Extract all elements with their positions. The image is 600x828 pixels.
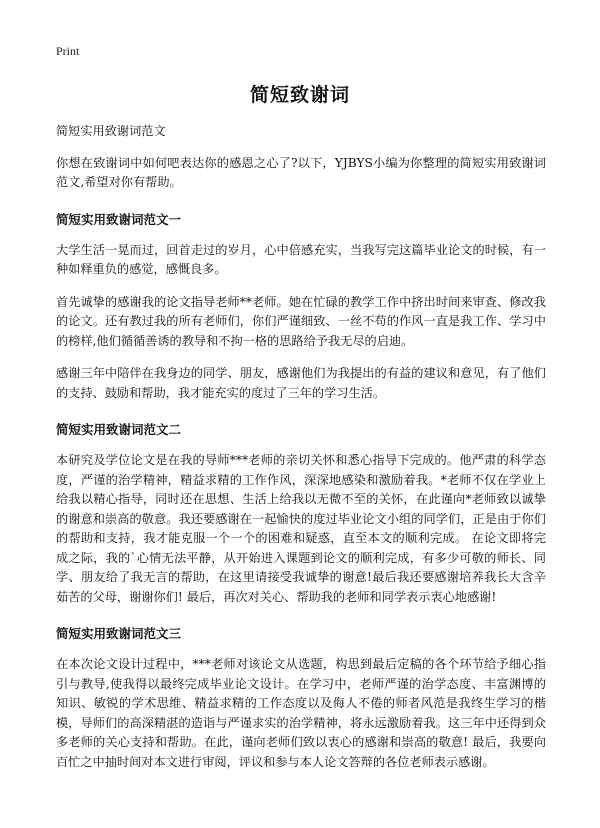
section-3-paragraph-1: 在本次论文设计过程中，***老师对该论文从选题，构思到最后定稿的各个环节给予细心指引与教导,使我得以最终完成毕业论文设计。在学习中，老师严谨的治学态度、丰富渊博的知识、敏锐的学术思维、精益求精的工作态度以及侮人不倦的师者风范是我终生学习的楷模，导师们的高深精湛的造诣与严谨求实的治学精神，将永远激励着我。这三年中还得到众多老师的关心支持和帮助。在此，谨向老师们致以衷心的感谢和崇高的敬意! 最后，我要向百忙之中抽时间对本文进行审阅，评议和参与本人论文答辩的各位老师表示感谢。	[56, 657, 546, 769]
print-label: Print	[56, 44, 80, 58]
section-1-paragraph-1: 大学生活一晃而过，回首走过的岁月，心中倍感充实，当我写完这篇毕业论文的时候，有一种如释重负的感觉，感慨良多。	[56, 242, 546, 276]
section-2-paragraph-1: 本研究及学位论文是在我的导师***老师的亲切关怀和悉心指导下完成的。他严肃的科学态度，严谨的治学精神，精益求精的工作作风，深深地感染和激励着我。*老师不仅在学业上给我以精心指导，同时还在思想、生活上给我以无微不至的关怀，在此谨向*老师致以诚挚的谢意和崇高的敬意。我还要感谢在一起愉快的度过毕业论文小组的同学们，正是由于你们的帮助和支持，我才能克服一个一个的困难和疑惑，直至本文的顺利完成。 在论文即将完成之际，我的`心情无法平静，从开始进入课题到论文的顺利完成，有多少可敬的师长、同学、朋友给了我无言的帮助，在这里请接受我诚挚的谢意!最后我还要感谢培养我长大含辛茹苦的父母，谢谢你们! 最后，再次对关心、帮助我的老师和同学表示衷心地感谢!	[56, 453, 546, 604]
section-1-paragraph-3: 感谢三年中陪伴在我身边的同学、朋友，感谢他们为我提出的有益的建议和意见，有了他们的支持、鼓励和帮助，我才能充实的度过了三年的学习生活。	[56, 366, 546, 400]
intro-paragraph: 你想在致谢词中如何吧表达你的感恩之心了?以下，YJBYS小编为你整理的简短实用致谢词范文,希望对你有帮助。	[56, 155, 546, 189]
section-1-paragraph-2: 首先诚挚的感谢我的论文指导老师**老师。她在忙碌的教学工作中挤出时间来审查、修改我的论文。还有教过我的所有老师们，你们严谨细致、一丝不苟的作风一直是我工作、学习中的榜样,他们循循善诱的教导和不拘一格的思路给予我无尽的启迪。	[56, 294, 546, 348]
article-body	[56, 122, 546, 785]
section-heading-3: 简短实用致谢词范文三	[56, 626, 182, 641]
section-heading-2: 简短实用致谢词范文二	[56, 422, 182, 437]
section-heading-1: 简短实用致谢词范文一	[56, 211, 182, 227]
article-subtitle: 简短实用致谢词范文	[56, 124, 166, 138]
page-title: 简短致谢词	[249, 84, 350, 106]
